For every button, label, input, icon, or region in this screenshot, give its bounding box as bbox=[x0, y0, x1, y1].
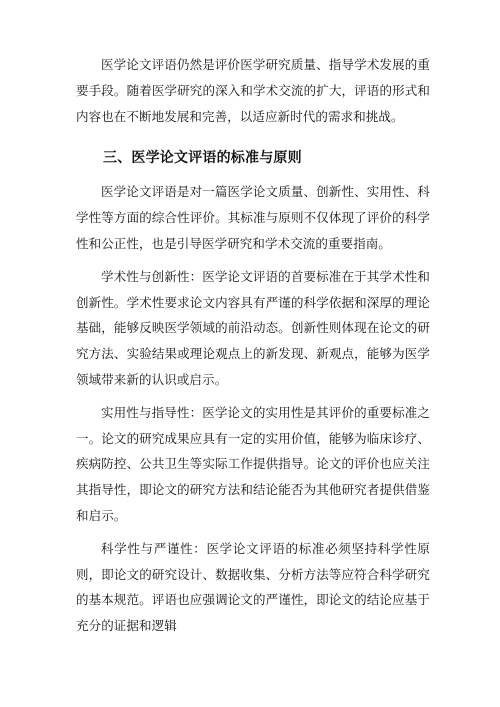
paragraph-overview: 医学论文评语是对一篇医学论文质量、创新性、实用性、科学性等方面的综合性评价。其标准与原则不仅体现了评价的科学性和公正性，也是引导医学研究和学术交流的重要指南。 bbox=[76, 184, 430, 251]
paragraph-academic-innovation: 学术性与创新性：医学论文评语的首要标准在于其学术性和创新性。学术性要求论文内容具有严谨的科学依据和深厚的理论基础，能够反映医学领域的前沿动态。创新性则体现在论文的研究方法、实验结果或理论观点上的新发现、新观点，能够为医学领域带来新的认识或启示。 bbox=[76, 268, 430, 387]
section-heading: 三、医学论文评语的标准与原则 bbox=[103, 150, 302, 167]
paragraph-scientific-rigor: 科学性与严谨性：医学论文评语的标准必须坚持科学性原则，即论文的研究设计、数据收集、分析方法等应符合科学研究的基本规范。评语也应强调论文的严谨性，即论文的结论应基于充分的证据和逻辑 bbox=[76, 540, 430, 634]
intro-paragraph: 医学论文评语仍然是评价医学研究质量、指导学术发展的重要手段。随着医学研究的深入和学术交流的扩大，评语的形式和内容也在不断地发展和完善，以适应新时代的需求和挑战。 bbox=[76, 57, 430, 124]
paragraph-practical-guidance: 实用性与指导性：医学论文的实用性是其评价的重要标准之一。论文的研究成果应具有一定的实用价值，能够为临床诊疗、疾病防控、公共卫生等实际工作提供指导。论文的评价也应关注其指导性，即论文的研究方法和结论能否为其他研究者提供借鉴和启示。 bbox=[76, 404, 430, 523]
